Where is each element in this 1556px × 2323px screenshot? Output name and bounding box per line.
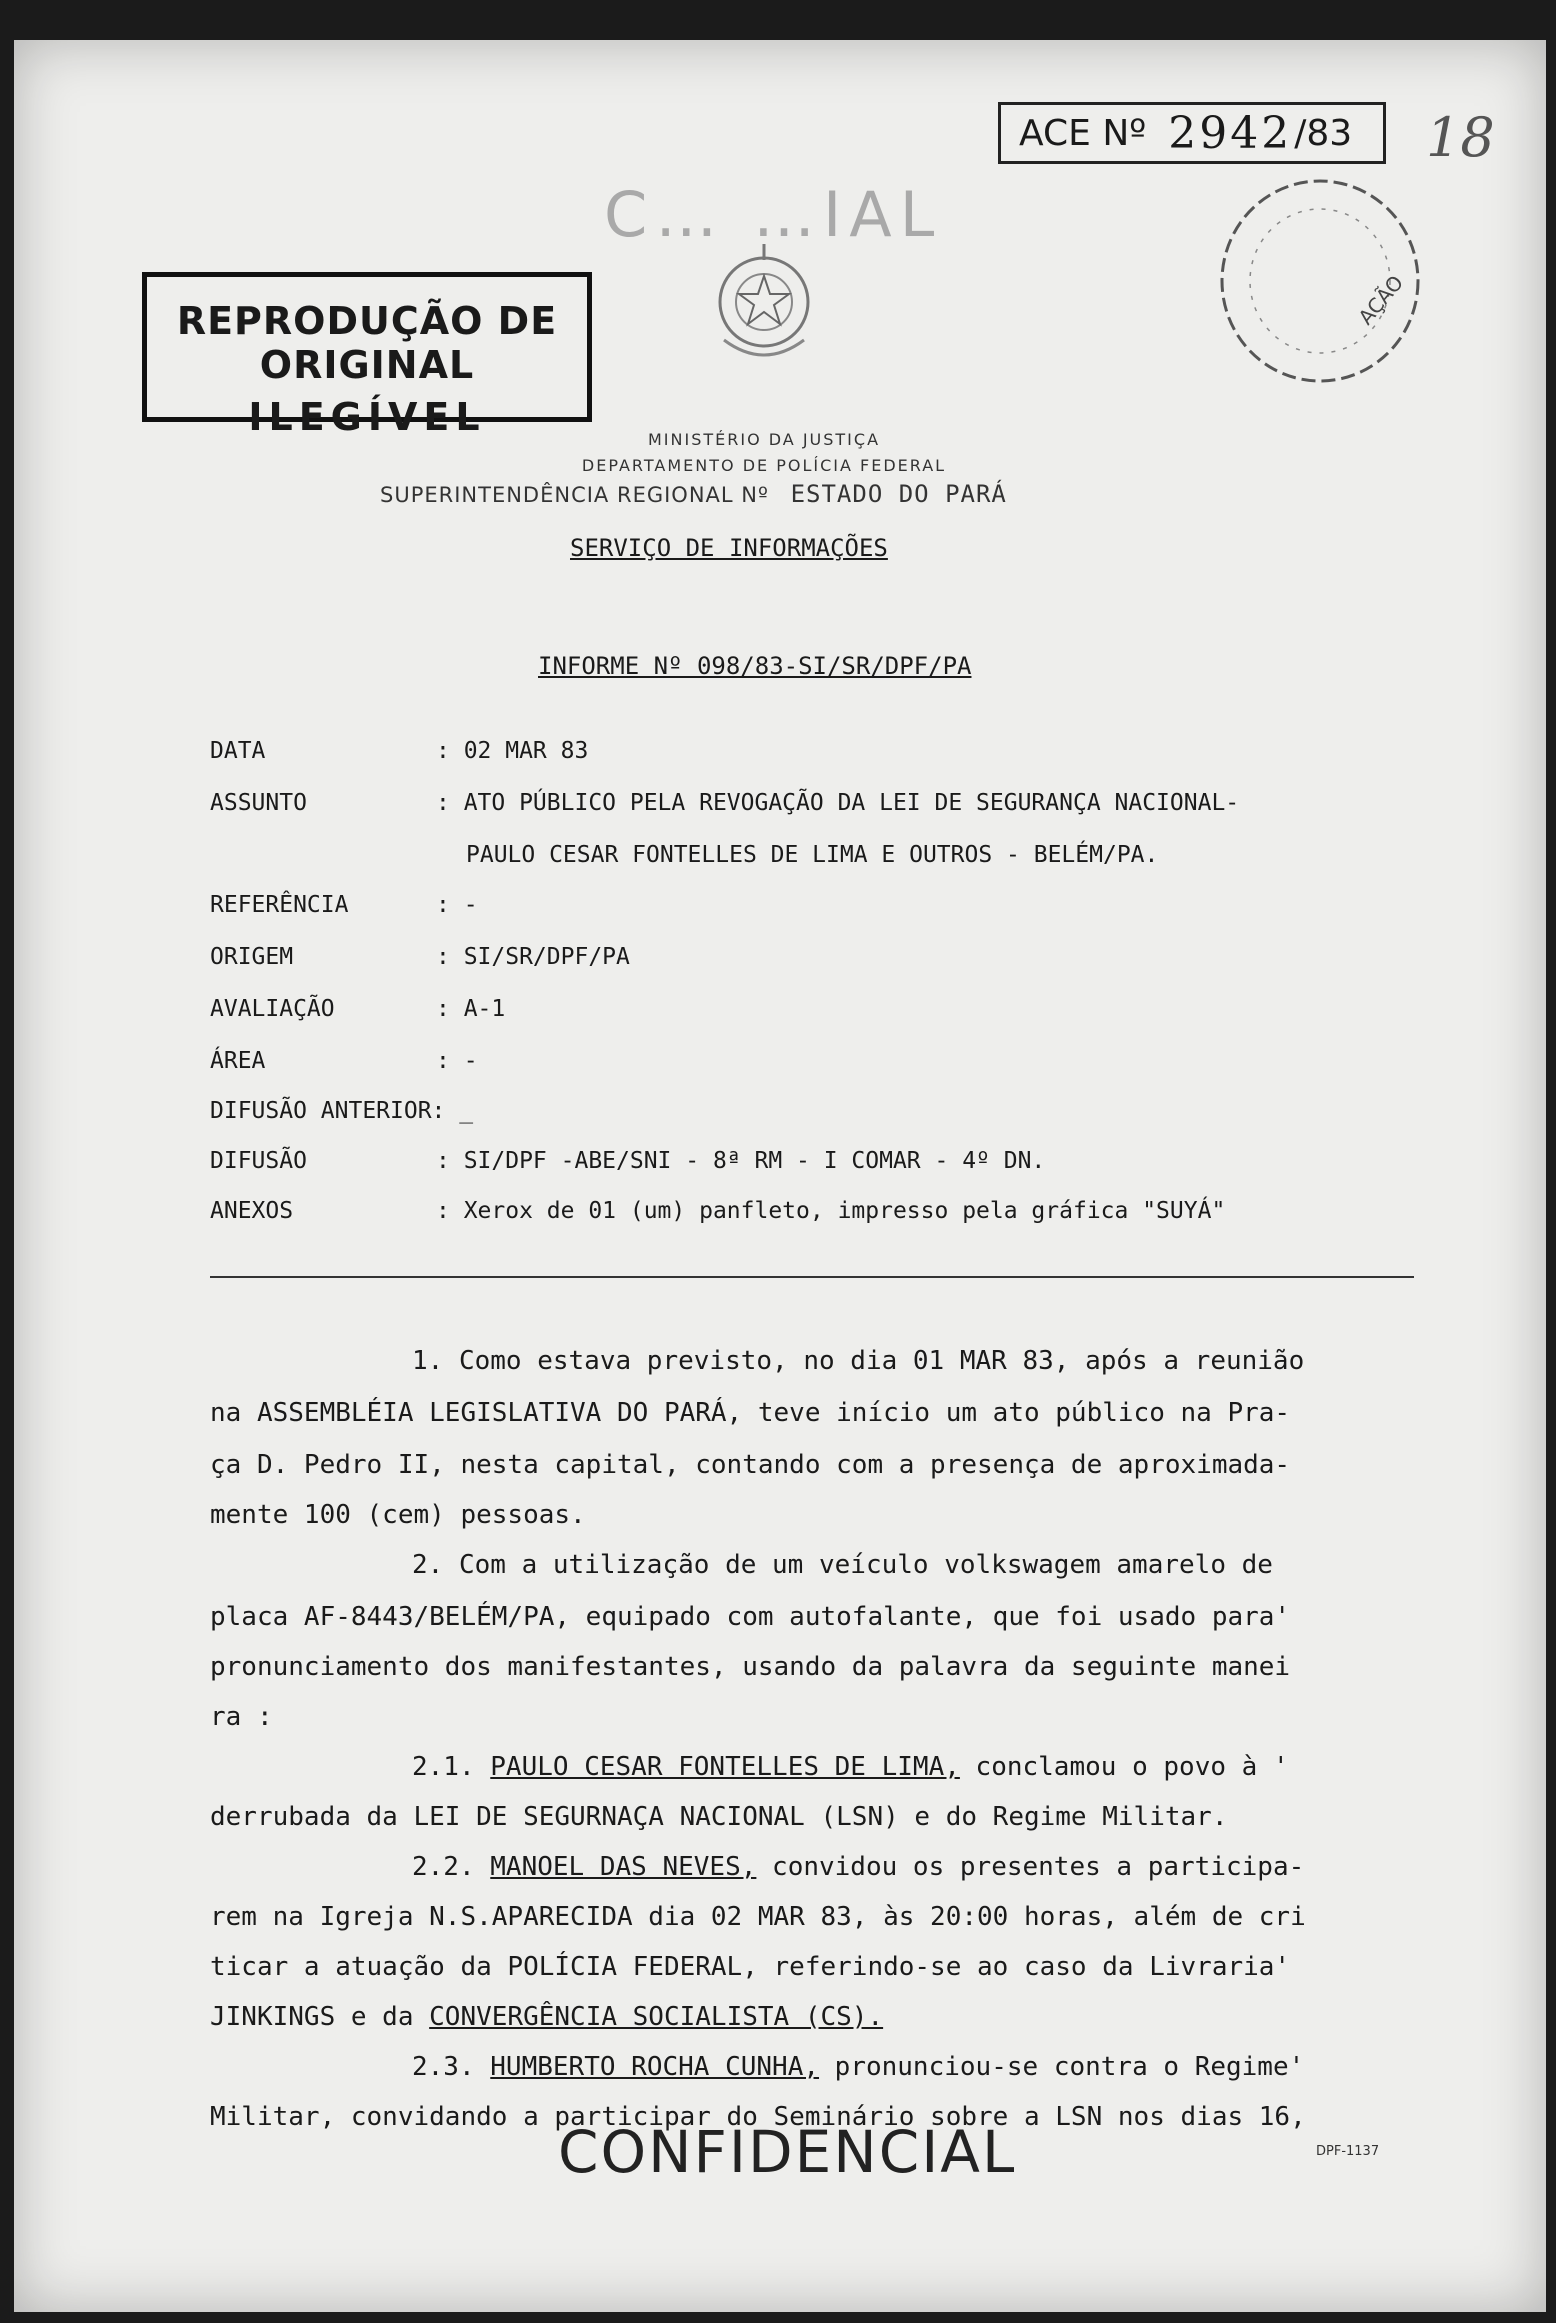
ace-number: 2942 bbox=[1168, 107, 1293, 159]
state-label: ESTADO DO PARÁ bbox=[790, 480, 1007, 508]
paragraph-2-1-number: 2.1. bbox=[412, 1752, 475, 1782]
field-assunto-value-1: : ATO PÚBLICO PELA REVOGAÇÃO DA LEI DE SEGURANÇA NACIONAL- bbox=[436, 790, 1240, 816]
superintendency-line bbox=[380, 480, 1007, 508]
paragraph-2-2-name: MANOEL DAS NEVES, bbox=[490, 1852, 757, 1882]
paragraph-2-3-rest: pronunciou-se contra o Regime' bbox=[819, 2052, 1305, 2082]
field-assunto-value-2: PAULO CESAR FONTELLES DE LIMA E OUTROS - BELÉM/PA. bbox=[466, 842, 1159, 868]
superintendency-label: SUPERINTENDÊNCIA REGIONAL Nº bbox=[380, 483, 769, 507]
field-anexos-label: ANEXOS bbox=[210, 1198, 294, 1224]
illegible-original-stamp bbox=[142, 272, 592, 439]
separator-rule bbox=[210, 1276, 1414, 1278]
coat-of-arms-icon bbox=[704, 240, 824, 380]
field-data-value: : 02 MAR 83 bbox=[436, 738, 589, 764]
ace-prefix: ACE Nº bbox=[1019, 112, 1147, 154]
field-area-value: : - bbox=[436, 1048, 478, 1074]
paragraph-1-line-2: na ASSEMBLÉIA LEGISLATIVA DO PARÁ, teve início um ato público na Pra- bbox=[210, 1398, 1291, 1428]
paragraph-2-2-organization: CONVERGÊNCIA SOCIALISTA (CS). bbox=[429, 2002, 884, 2032]
paragraph-2-3-line-1 bbox=[412, 2052, 1304, 2082]
document-page bbox=[14, 40, 1546, 2312]
paragraph-2-2-line-1 bbox=[412, 1852, 1304, 1882]
department-line: DEPARTAMENTO DE POLÍCIA FEDERAL bbox=[581, 456, 947, 475]
paragraph-2-2-rest: convidou os presentes a participa- bbox=[756, 1852, 1305, 1882]
svg-text:AÇÃO: AÇÃO bbox=[1353, 270, 1409, 330]
received-stamp-icon bbox=[1210, 166, 1430, 396]
field-difusao-value: : SI/DPF -ABE/SNI - 8ª RM - I COMAR - 4º DN. bbox=[436, 1148, 1046, 1174]
paragraph-2-3-line-2: Militar, convidando a participar do Seminário sobre a LSN nos dias 16, bbox=[210, 2102, 1306, 2132]
form-code: DPF-1137 bbox=[1316, 2144, 1380, 2159]
stamp-line-1: REPRODUÇÃO DE ORIGINAL bbox=[176, 299, 558, 387]
paragraph-2-2-line-4-start: JINKINGS e da bbox=[210, 2002, 430, 2032]
paragraph-2-line-2: placa AF-8443/BELÉM/PA, equipado com autofalante, que foi usado para' bbox=[210, 1602, 1291, 1632]
paragraph-2-2-line-3: ticar a atuação da POLÍCIA FEDERAL, referindo-se ao caso da Livraria' bbox=[210, 1952, 1291, 1982]
field-referencia-value: : - bbox=[436, 892, 478, 918]
field-data-label: DATA bbox=[210, 738, 266, 764]
paragraph-2-line-1: 2. Com a utilização de um veículo volkswagem amarelo de bbox=[412, 1550, 1273, 1580]
paragraph-2-1-rest: conclamou o povo à ' bbox=[959, 1752, 1289, 1782]
field-avaliacao-label: AVALIAÇÃO bbox=[210, 996, 335, 1022]
field-difusao-label: DIFUSÃO bbox=[210, 1148, 307, 1174]
informe-title: INFORME Nº 098/83-SI/SR/DPF/PA bbox=[538, 652, 972, 680]
page-number: 18 bbox=[1426, 106, 1495, 169]
field-avaliacao-value: : A-1 bbox=[436, 996, 506, 1022]
paragraph-2-1-line-2: derrubada da LEI DE SEGURNAÇA NACIONAL (LSN) e do Regime Militar. bbox=[210, 1802, 1228, 1832]
paragraph-1-line-3: ça D. Pedro II, nesta capital, contando com a presença de aproximada- bbox=[210, 1450, 1291, 1480]
paragraph-2-3-number: 2.3. bbox=[412, 2052, 475, 2082]
paragraph-2-1-name: PAULO CESAR FONTELLES DE LIMA, bbox=[490, 1752, 960, 1782]
field-origem-label: ORIGEM bbox=[210, 944, 294, 970]
confidential-stamp: CONFIDENCIAL bbox=[558, 2118, 1017, 2186]
faded-classification: C… …IAL bbox=[604, 178, 943, 251]
field-anexos-value: : Xerox de 01 (um) panfleto, impresso pela gráfica "SUYÁ" bbox=[436, 1198, 1226, 1224]
field-referencia-label: REFERÊNCIA bbox=[210, 892, 349, 918]
paragraph-2-3-name: HUMBERTO ROCHA CUNHA, bbox=[490, 2052, 820, 2082]
paragraph-2-line-3: pronunciamento dos manifestantes, usando da palavra da seguinte manei bbox=[210, 1652, 1291, 1682]
paragraph-2-2-line-4 bbox=[210, 2002, 883, 2032]
field-area-label: ÁREA bbox=[210, 1048, 266, 1074]
service-title: SERVIÇO DE INFORMAÇÕES bbox=[570, 534, 888, 562]
stamp-line-2: ILEGÍVEL bbox=[248, 395, 486, 439]
field-difusao-anterior: DIFUSÃO ANTERIOR: _ bbox=[210, 1098, 474, 1124]
paragraph-2-2-line-2: rem na Igreja N.S.APARECIDA dia 02 MAR 83, às 20:00 horas, além de cri bbox=[210, 1902, 1306, 1932]
ace-number-box bbox=[998, 102, 1386, 164]
paragraph-1-line-1: 1. Como estava previsto, no dia 01 MAR 83, após a reunião bbox=[412, 1346, 1305, 1376]
paragraph-2-line-4: ra : bbox=[210, 1702, 273, 1732]
paragraph-1-line-4: mente 100 (cem) pessoas. bbox=[210, 1500, 586, 1530]
ministry-line: MINISTÉRIO DA JUSTIÇA bbox=[647, 430, 881, 449]
field-origem-value: : SI/SR/DPF/PA bbox=[436, 944, 630, 970]
paragraph-2-2-number: 2.2. bbox=[412, 1852, 475, 1882]
ace-year: /83 bbox=[1294, 112, 1353, 154]
field-assunto-label: ASSUNTO bbox=[210, 790, 307, 816]
paragraph-2-1-line-1 bbox=[412, 1752, 1289, 1782]
